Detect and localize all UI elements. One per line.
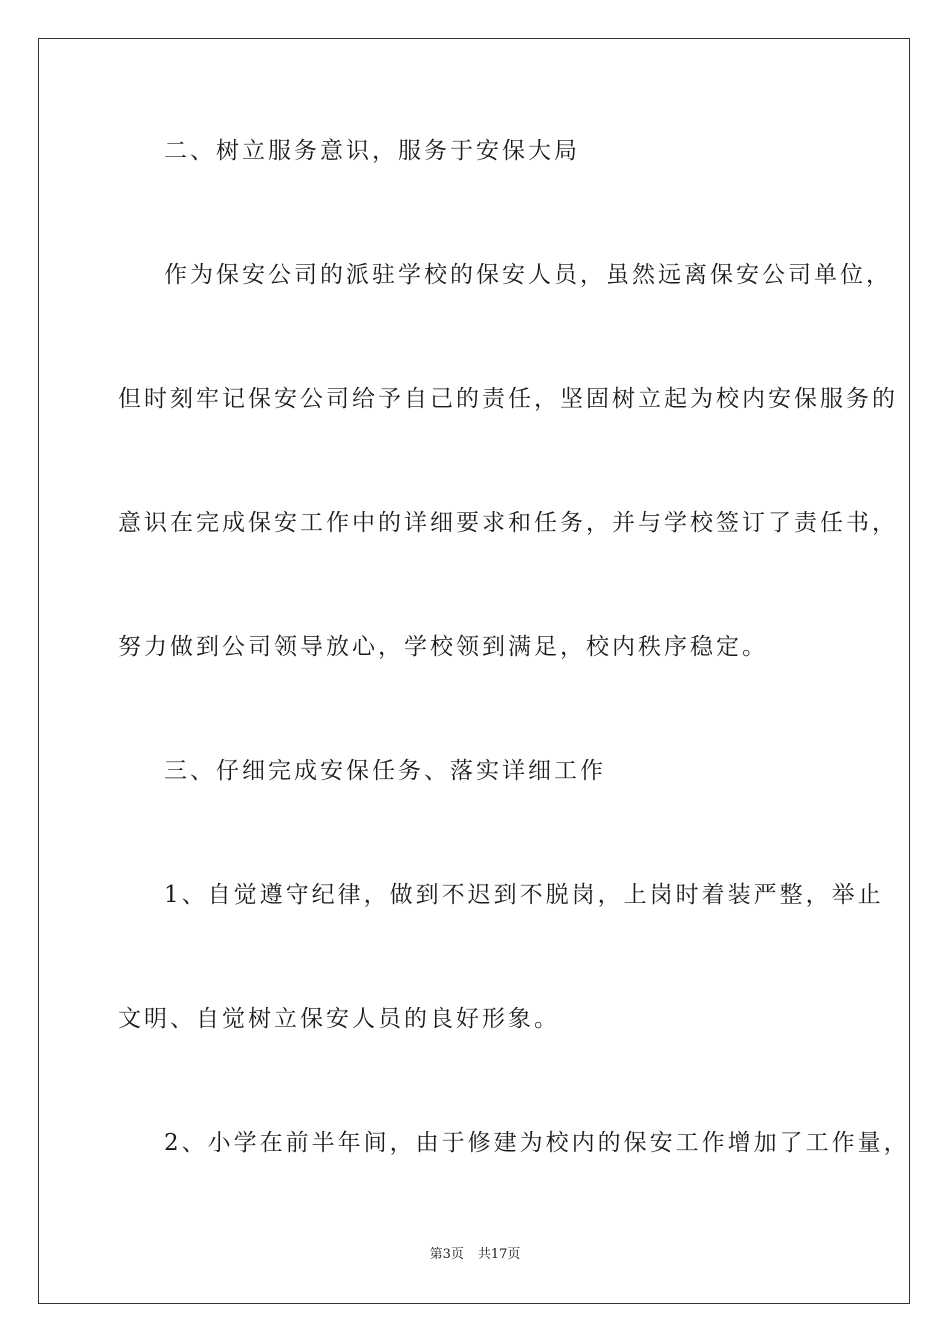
page-border	[38, 38, 910, 1304]
page-footer	[0, 1246, 950, 1264]
section-heading-3: 三、仔细完成安保任务、落实详细工作	[164, 758, 606, 784]
paragraph-line: 意识在完成保安工作中的详细要求和任务，并与学校签订了责任书，	[118, 510, 898, 536]
list-item-2-line: 2、小学在前半年间，由于修建为校内的保安工作增加了工作量，	[164, 1130, 910, 1156]
page-number: 第3页	[429, 1247, 464, 1262]
paragraph-line: 作为保安公司的派驻学校的保安人员，虽然远离保安公司单位，	[164, 262, 892, 288]
list-item-1-line: 文明、自觉树立保安人员的良好形象。	[118, 1006, 560, 1032]
section-heading-2: 二、树立服务意识，服务于安保大局	[164, 138, 580, 164]
total-pages: 共17页	[477, 1247, 521, 1262]
paragraph-line: 但时刻牢记保安公司给予自己的责任，坚固树立起为校内安保服务的	[118, 386, 898, 412]
paragraph-line: 努力做到公司领导放心，学校领到满足，校内秩序稳定。	[118, 634, 768, 660]
list-item-1-line: 1、自觉遵守纪律，做到不迟到不脱岗，上岗时着装严整，举止	[164, 882, 884, 908]
